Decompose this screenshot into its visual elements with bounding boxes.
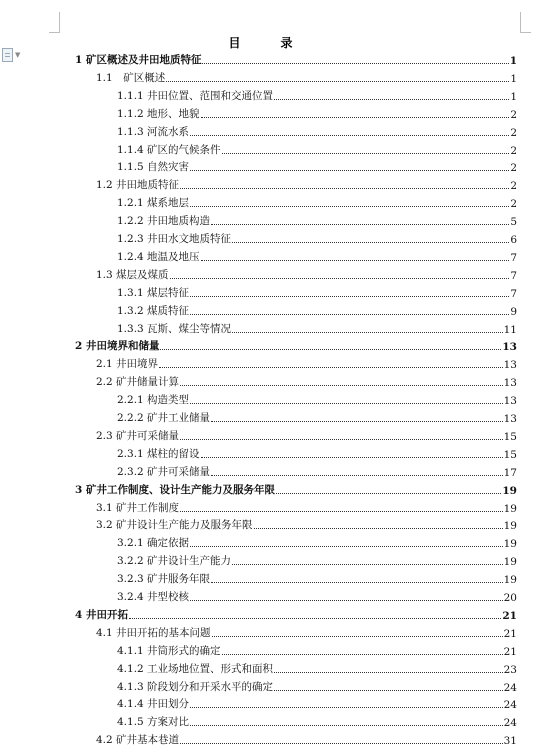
toc-entry-level-2[interactable] xyxy=(96,356,517,371)
toc-page-number: 7 xyxy=(510,251,517,264)
toc-entry-level-3[interactable] xyxy=(117,589,517,604)
toc-entry-title: 4.1.3 阶段划分和开采水平的确定 xyxy=(117,680,274,693)
toc-entry-level-3[interactable] xyxy=(117,321,517,336)
toc-entry-level-2[interactable] xyxy=(96,374,517,389)
toc-dot-leader xyxy=(232,563,503,565)
toc-entry-title: 1.3.2 煤质特征 xyxy=(117,304,190,317)
toc-dot-leader xyxy=(201,456,503,458)
toc-entry-title: 1.1 矿区概述 xyxy=(96,71,166,84)
toc-page-number: 13 xyxy=(503,377,517,390)
toc-page-number: 6 xyxy=(510,234,517,246)
toc-entry-title: 3.2 矿井设计生产能力及服务年限 xyxy=(96,519,253,532)
toc-entry-title: 2.3.2 矿井可采储量 xyxy=(117,465,211,478)
toc-entry-level-3[interactable] xyxy=(117,643,517,658)
toc-entry-level-3[interactable] xyxy=(117,88,517,103)
toc-entry-level-1[interactable] xyxy=(75,482,517,497)
toc-entry-level-2[interactable] xyxy=(96,267,517,282)
toc-entry-level-3[interactable] xyxy=(117,535,517,550)
toc-entry-title: 1.2.2 井田地质构造 xyxy=(117,215,211,228)
toc-entry-level-1[interactable] xyxy=(75,607,517,622)
toc-dot-leader xyxy=(190,134,509,136)
toc-page-number: 1 xyxy=(509,55,517,67)
toc-title: 目 录 xyxy=(228,36,307,50)
toc-page-number: 20 xyxy=(503,592,517,604)
toc-page-number: 13 xyxy=(502,341,517,354)
toc-entry-title: 4.1.1 井筒形式的确定 xyxy=(117,644,221,657)
toc-dot-leader xyxy=(180,510,503,512)
toc-dot-leader xyxy=(232,331,503,333)
toc-dot-leader xyxy=(232,241,509,243)
toc-page-number: 11 xyxy=(503,323,517,336)
toc-dot-leader xyxy=(180,438,503,440)
toc-entry-title: 1.2.1 煤系地层 xyxy=(117,197,190,210)
toc-page-number: 13 xyxy=(503,395,517,408)
toc-page-number: 5 xyxy=(510,216,517,229)
toc-dot-leader xyxy=(211,474,503,476)
toc-dot-leader xyxy=(201,259,510,261)
toc-page-number: 21 xyxy=(503,645,517,658)
toc-entry-level-2[interactable] xyxy=(96,517,517,532)
toc-entry-level-2[interactable] xyxy=(96,177,517,192)
toc-entry-level-3[interactable] xyxy=(117,410,517,425)
toc-entry-level-3[interactable] xyxy=(117,231,517,246)
toc-entry-level-3[interactable] xyxy=(117,571,517,586)
toc-entry-level-1[interactable] xyxy=(75,52,517,67)
toc-page-number: 24 xyxy=(503,681,517,694)
toc-entry-title: 4.2 矿井基本巷道 xyxy=(96,734,180,747)
toc-page-number: 19 xyxy=(503,538,517,551)
toc-entry-title: 4.1.4 井田划分 xyxy=(117,698,190,711)
toc-dot-leader xyxy=(129,617,501,619)
toc-page-number: 21 xyxy=(502,609,517,622)
toc-entry-title: 1.1.5 自然灾害 xyxy=(117,161,190,174)
toc-entry-level-2[interactable] xyxy=(96,500,517,515)
toc-entry-title: 1.2.4 地温及地压 xyxy=(117,250,200,263)
toc-dot-leader xyxy=(190,724,503,726)
toc-dot-leader xyxy=(212,635,503,637)
toc-entry-title: 3.2.1 确定依据 xyxy=(117,537,190,550)
toc-page-number: 21 xyxy=(503,627,517,640)
toc-dot-leader xyxy=(222,152,510,154)
toc-entry-title: 2.2.1 构造类型 xyxy=(117,394,190,407)
toc-dot-leader xyxy=(202,62,508,64)
toc-page-number: 24 xyxy=(503,699,517,712)
toc-page-number: 13 xyxy=(503,413,517,425)
toc-dot-leader xyxy=(276,492,501,494)
toc-entry-title: 2.2 矿井储量计算 xyxy=(96,376,180,389)
toc-page-number: 1 xyxy=(510,72,517,85)
toc-entry-title: 3.2.3 矿井服务年限 xyxy=(117,573,211,586)
toc-dot-leader xyxy=(180,187,509,189)
toc-page-number: 7 xyxy=(510,269,517,282)
toc-page-number: 31 xyxy=(503,735,517,748)
toc-entry-title: 1.1.3 河流水系 xyxy=(117,125,190,138)
toc-entry-level-2[interactable] xyxy=(96,732,517,747)
toc-dot-leader xyxy=(211,581,503,583)
toc-dot-leader xyxy=(222,653,503,655)
toc-entry-level-3[interactable] xyxy=(117,446,517,461)
toc-page-number: 7 xyxy=(510,287,517,300)
toc-page-number: 2 xyxy=(510,108,517,121)
toc-dot-leader xyxy=(190,545,503,547)
toc-entry-level-2[interactable] xyxy=(96,70,517,85)
toc-entry-level-3[interactable] xyxy=(117,142,517,157)
toc-dot-leader xyxy=(190,295,509,297)
toc-entry-level-3[interactable] xyxy=(117,213,517,228)
toc-dot-leader xyxy=(211,223,509,225)
toc-page-number: 23 xyxy=(503,663,517,676)
toc-entry-title: 3 矿井工作制度、设计生产能力及服务年限 xyxy=(75,483,275,496)
toc-dot-leader xyxy=(254,527,503,529)
toc-entry-level-3[interactable] xyxy=(117,661,517,676)
toc-entry-title: 1.1.4 矿区的气候条件 xyxy=(117,143,221,156)
toc-dot-leader xyxy=(190,599,503,601)
toc-page-number: 15 xyxy=(503,430,517,443)
toc-page-number: 2 xyxy=(510,180,517,193)
toc-page-number: 19 xyxy=(503,574,517,587)
dropdown-arrow-icon: ▼ xyxy=(15,51,21,59)
toc-entry-title: 1.3.1 煤层特征 xyxy=(117,286,190,299)
toc-entry-level-3[interactable] xyxy=(117,285,517,300)
toc-dot-leader xyxy=(159,366,503,368)
toc-entry-title: 3.1 矿井工作制度 xyxy=(96,501,180,514)
toc-dot-leader xyxy=(211,420,503,422)
toc-page-number: 19 xyxy=(503,502,517,515)
toc-dot-leader xyxy=(274,98,509,100)
toc-page-number: 2 xyxy=(510,144,517,157)
toc-entry-title: 2.2.2 矿井工业储量 xyxy=(117,412,211,424)
toc-entry-level-3[interactable] xyxy=(117,553,517,568)
toc-page-number: 9 xyxy=(510,305,517,318)
toc-entry-level-3[interactable] xyxy=(117,303,517,318)
toc-entry-level-3[interactable] xyxy=(117,124,517,139)
toc-entry-level-3[interactable] xyxy=(117,195,517,210)
toc-dot-leader xyxy=(190,169,509,171)
toc-page-number: 19 xyxy=(503,520,517,533)
toc-dot-leader xyxy=(201,116,510,118)
toc-entry-level-2[interactable] xyxy=(96,625,517,640)
toc-dot-leader xyxy=(180,384,503,386)
margin-corner-mark-left xyxy=(49,12,60,33)
toc-entry-title: 4.1 井田开拓的基本问题 xyxy=(96,626,211,639)
toc-entry-level-3[interactable] xyxy=(117,106,517,121)
toc-entry-title: 4.1.2 工业场地位置、形式和面积 xyxy=(117,662,274,675)
toc-entry-level-3[interactable] xyxy=(117,159,517,174)
toc-dot-leader xyxy=(274,689,503,691)
toc-dot-leader xyxy=(170,277,510,279)
toc-page-number: 15 xyxy=(503,448,517,461)
toc-page-number: 2 xyxy=(510,126,517,139)
toc-entry-title: 1.1.1 井田位置、范围和交通位置 xyxy=(117,89,274,102)
toc-entry-title: 1.3.3 瓦斯、煤尘等情况 xyxy=(117,322,232,335)
toc-page-number: 2 xyxy=(510,198,517,211)
toc-dot-leader xyxy=(190,706,503,708)
toc-entry-level-2[interactable] xyxy=(96,428,517,443)
toc-page-number: 19 xyxy=(503,556,517,569)
toc-dot-leader xyxy=(190,313,509,315)
toc-page-number: 13 xyxy=(503,359,517,372)
toc-entry-title: 2.3.1 煤柱的留设 xyxy=(117,447,200,460)
toc-entry-level-3[interactable] xyxy=(117,392,517,407)
toc-page-number: 17 xyxy=(503,466,517,479)
toc-entry-title: 2.1 井田境界 xyxy=(96,358,159,371)
toc-entry-level-3[interactable] xyxy=(117,714,517,729)
toc-page-number: 24 xyxy=(503,717,517,730)
toc-entry-level-3[interactable] xyxy=(117,464,517,479)
toc-dot-leader xyxy=(190,205,509,207)
toc-page-number: 2 xyxy=(510,162,517,175)
toc-dot-leader xyxy=(274,671,503,673)
toc-page-number: 19 xyxy=(502,484,517,497)
toc-entry-level-3[interactable] xyxy=(117,249,517,264)
toc-entry-title: 1.3 煤层及煤质 xyxy=(96,268,169,281)
toc-entry-title: 1.2.3 井田水文地质特征 xyxy=(117,233,232,245)
toc-entry-title: 2.3 矿井可采储量 xyxy=(96,429,180,442)
toc-page-number: 1 xyxy=(510,90,517,103)
toc-entry-level-1[interactable] xyxy=(75,338,517,353)
toc-dot-leader xyxy=(160,348,501,350)
toc-entry-title: 4.1.5 方案对比 xyxy=(117,716,190,729)
toc-dot-leader xyxy=(190,402,503,404)
margin-corner-mark-right xyxy=(520,12,531,33)
toc-entry-title: 2 井田境界和储量 xyxy=(75,340,160,353)
toc-entry-title: 3.2.4 井型校核 xyxy=(117,591,190,603)
toc-entry-title: 3.2.2 矿井设计生产能力 xyxy=(117,555,232,568)
toc-dot-leader xyxy=(180,742,503,744)
toc-entry-title: 4 井田开拓 xyxy=(75,608,128,621)
toc-entry-level-3[interactable] xyxy=(117,679,517,694)
toc-entry-title: 1 矿区概述及井田地质特征 xyxy=(75,54,202,66)
toc-entry-title: 1.1.2 地形、地貌 xyxy=(117,107,200,120)
toc-entry-title: 1.2 井田地质特征 xyxy=(96,179,180,192)
toc-entry-level-3[interactable] xyxy=(117,696,517,711)
toc-dot-leader xyxy=(166,80,509,82)
